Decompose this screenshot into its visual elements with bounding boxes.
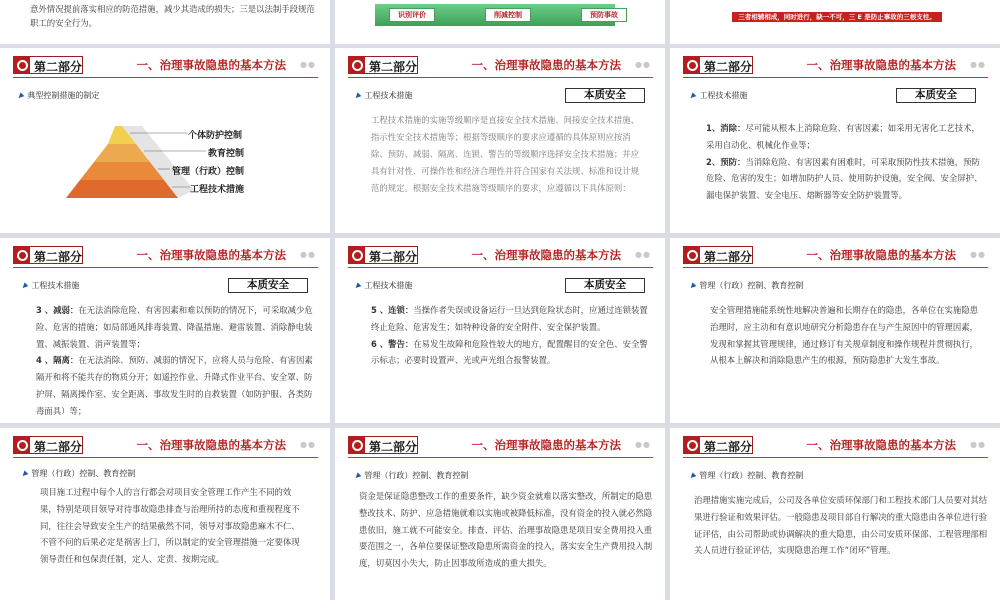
dots-icon: ●●	[300, 250, 316, 259]
flow-step-1: 识别评价	[389, 8, 435, 22]
arrow-icon: ▼	[687, 471, 698, 481]
section-title: 一、治理事故隐患的基本方法	[136, 438, 286, 452]
section-tag: 第二部分	[683, 246, 753, 264]
slide-management-control-1[interactable]	[670, 238, 1000, 423]
body-text: 治理措施实施完成后，公司及各单位安质环保部门和工程技术部门人员要对其结果进行验证和效果评估。一般隐患及项目部自行解决的重大隐患由各单位进行验证评估，由公司帮助或协调解决的重大隐患，由公司安质环保部、工程管理部相关人员进行验证评估，实现隐患治理工作“闭环”管理。	[694, 495, 988, 556]
list-item: 3 、减弱：在无法消除危险、有害因素和难以预防的情况下，可采取减少危险、危害的措施；如局部通风排毒装置、降温措施、避雷装置、消除静电装置、减振装置、消声装置等；	[36, 305, 313, 349]
intrinsic-safety-badge: 本质安全	[565, 88, 645, 103]
header-divider	[683, 267, 988, 268]
body-text	[371, 302, 651, 369]
arrow-icon: ▼	[352, 281, 363, 291]
slide-header	[670, 238, 1000, 272]
dots-icon: ●●	[635, 60, 651, 69]
pyramid-layer-4	[66, 180, 178, 198]
subhead: ▼ 典型控制措施的制定	[15, 91, 100, 101]
body-text	[36, 302, 316, 420]
dots-icon: ●●	[300, 440, 316, 449]
header-divider	[683, 457, 988, 458]
header-divider	[348, 77, 653, 78]
slide-management-control-3[interactable]	[335, 428, 665, 600]
slide-eliminate-prevent[interactable]	[670, 48, 1000, 233]
section-tag: 第二部分	[348, 56, 418, 74]
arrow-icon: ▼	[687, 91, 698, 101]
dots-icon: ●●	[970, 440, 986, 449]
list-item: 2、预防：当消除危险、有害因素有困难时，可采取预防性技术措施，预防危险、危害的发生；如增加防护人员、使用防护设施，安全阀、安全屏护、漏电保护装置、安全电压、熔断器等安全防护装置等。	[706, 156, 983, 201]
section-icon	[348, 246, 365, 264]
top-slide-right[interactable]	[670, 0, 1000, 44]
slide-typical-control[interactable]	[0, 48, 330, 233]
section-tag: 第二部分	[13, 56, 83, 74]
body-text	[706, 120, 986, 204]
section-title: 一、治理事故隐患的基本方法	[806, 58, 956, 72]
list-item: 6 、警告：在易发生故障和危险性较大的地方，配置醒目的安全色、安全警示标志；必要时设置声、光或声光组合报警装置。	[371, 338, 648, 366]
list-item: 1、消除：尽可能从根本上消除危险、有害因素；如采用无害化工艺技术，采用自动化、机械化作业等；	[706, 123, 980, 150]
body-text: 项目施工过程中每个人的言行都会对项目安全管理工作产生不同的效果，特别是项目领导对待事故隐患排查与治理所持的态度和重视程度不同，往往会导致安全生产的结果截然不同，领导对事故隐患麻木不仁、不管不问的后果必定是祸害上门，所以制定的安全管理措施一定要体现领导责任和包保责任制，定人、定责、按期完成。	[40, 487, 300, 565]
section-title: 一、治理事故隐患的基本方法	[806, 438, 956, 452]
slide-header	[670, 48, 1000, 82]
arrow-icon: ▼	[687, 281, 698, 291]
section-tag: 第二部分	[348, 436, 418, 454]
header-divider	[13, 267, 318, 268]
subhead: ▼ 管理（行政）控制、教育控制	[687, 471, 804, 481]
subhead: ▼ 管理（行政）控制、教育控制	[687, 281, 804, 291]
top-slide-middle[interactable]	[335, 0, 665, 44]
section-icon	[683, 436, 700, 454]
section-title: 一、治理事故隐患的基本方法	[136, 248, 286, 262]
body-text: 工程技术措施的实施等级顺序是直接安全技术措施、间接安全技术措施、指示性安全技术措施等；根据等级顺序的要求应遵循的具体原则应按消除、预防、减弱、隔离、连锁、警告的等级顺序选择安全技术措施；并应具有针对性、可操作性和经济合理性并符合国家有关法规、标准和设计规范的规定。根据安全技术措施等级顺序的要求，应遵循以下具体原则：	[371, 115, 639, 193]
pyramid-label-4: 工程技术措施	[190, 185, 245, 195]
section-tag: 第二部分	[683, 56, 753, 74]
section-tag: 第二部分	[13, 246, 83, 264]
subhead: ▼ 工程技术措施	[687, 91, 748, 101]
intrinsic-safety-badge: 本质安全	[896, 88, 976, 103]
flow-step-2: 削减控制	[485, 8, 531, 22]
slide-header	[0, 48, 330, 82]
flow-step-3: 预防事故	[581, 8, 627, 22]
top-left-text: 意外情况提前落实相应的防范措施，减少其造成的损失；三是以法制手段规范职工的安全行为。	[30, 4, 315, 28]
header-divider	[348, 457, 653, 458]
slide-interlock-warning[interactable]	[335, 238, 665, 423]
section-title: 一、治理事故隐患的基本方法	[471, 438, 621, 452]
body-text: 资金是保证隐患整改工作的重要条件，缺少资金就难以落实整改，所制定的隐患整改技术、防护、应急措施就难以实施或被降低标准，没有资金的投入就必然隐患依旧，施工就不可能安全。排查、评估、治理事故隐患是项目安全费用投入重要范围之一，各单位要保证整改隐患所需资金的投入，落实安全生产费用投入制度，切莫因小失大，防止因事故所造成的重大损失。	[359, 491, 653, 569]
list-item: 4 、隔离：在无法消除、预防、减弱的情况下，应将人员与危险、有害因素隔开和将不能共存的物质分开；如遥控作业、升降式作业平台、安全罩、防护屏、隔离操作室、安全距离、事故发生时的自救装置（如防护服、各类防毒面具）等；	[36, 355, 313, 416]
section-title: 一、治理事故隐患的基本方法	[471, 58, 621, 72]
slide-header	[335, 48, 665, 82]
slide-header	[335, 238, 665, 272]
slide-header	[0, 428, 330, 462]
section-tag: 第二部分	[348, 246, 418, 264]
arrow-icon: ▼	[352, 91, 363, 101]
section-icon	[683, 56, 700, 74]
subhead: ▼ 管理（行政）控制、教育控制	[352, 471, 469, 481]
slide-header	[335, 428, 665, 462]
arrow-icon: ▼	[19, 469, 30, 479]
pyramid-layer-3	[80, 162, 164, 180]
section-title: 一、治理事故隐患的基本方法	[471, 248, 621, 262]
slide-reduce-isolate[interactable]	[0, 238, 330, 423]
slide-management-control-2[interactable]	[0, 428, 330, 600]
section-icon	[13, 56, 30, 74]
section-icon	[13, 246, 30, 264]
slide-management-control-4[interactable]	[670, 428, 1000, 600]
header-divider	[348, 267, 653, 268]
intrinsic-safety-badge: 本质安全	[228, 278, 308, 293]
dots-icon: ●●	[970, 250, 986, 259]
dots-icon: ●●	[300, 60, 316, 69]
pyramid-label-2: 教育控制	[208, 149, 245, 159]
section-icon	[13, 436, 30, 454]
section-icon	[348, 56, 365, 74]
section-title: 一、治理事故隐患的基本方法	[136, 58, 286, 72]
body-text: 安全管理措施能系统性地解决普遍和长期存在的隐患，各单位在实施隐患治理时，应主动和有意识地研究分析隐患存在与产生原因中的管理因素，发现和掌握其管理规律，通过修订有关规章制度和操作规程并贯彻执行，从根本上解决和消除隐患产生的根源，预防隐患扩大发生事故。	[710, 305, 978, 366]
subhead: ▼ 工程技术措施	[352, 91, 413, 101]
dots-icon: ●●	[970, 60, 986, 69]
header-divider	[683, 77, 988, 78]
section-tag: 第二部分	[13, 436, 83, 454]
list-item: 5 、连锁：当操作者失误或设备运行一旦达到危险状态时，应通过连锁装置终止危险、危害发生；如特种设备的安全附件、安全保护装置。	[371, 305, 648, 332]
section-tag: 第二部分	[683, 436, 753, 454]
subhead: ▼ 管理（行政）控制、教育控制	[19, 469, 136, 479]
header-divider	[13, 457, 318, 458]
section-icon	[683, 246, 700, 264]
section-title: 一、治理事故隐患的基本方法	[806, 248, 956, 262]
subhead: ▼ 工程技术措施	[352, 281, 413, 291]
header-divider	[13, 77, 318, 78]
top-right-bar: 三者相辅相成，同时进行，缺一不可，三 E 是防止事故的三根支柱。	[732, 12, 942, 22]
arrow-icon: ▼	[15, 91, 26, 101]
slide-engineering-intro[interactable]	[335, 48, 665, 233]
slide-header	[670, 428, 1000, 462]
arrow-icon: ▼	[19, 281, 30, 291]
intrinsic-safety-badge: 本质安全	[565, 278, 645, 293]
section-icon	[348, 436, 365, 454]
arrow-icon: ▼	[352, 471, 363, 481]
dots-icon: ●●	[635, 440, 651, 449]
subhead: ▼ 工程技术措施	[19, 281, 80, 291]
top-slide-left[interactable]	[0, 0, 330, 44]
pyramid-label-1: 个体防护控制	[188, 131, 243, 141]
dots-icon: ●●	[635, 250, 651, 259]
pyramid-label-3: 管理（行政）控制	[172, 167, 245, 177]
slide-header	[0, 238, 330, 272]
